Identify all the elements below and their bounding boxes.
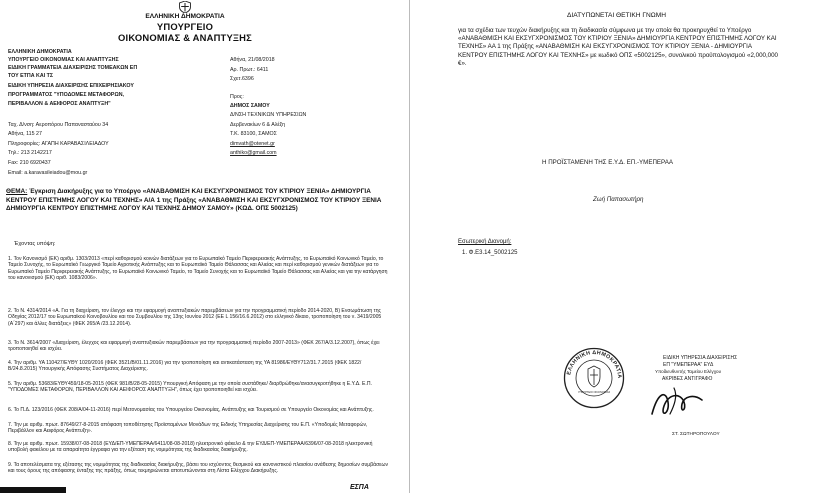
svg-text:ΕΛΛΗΝΙΚΗ ΔΗΜΟΚΡΑΤΙΑ: ΕΛΛΗΝΙΚΗ ΔΗΜΟΚΡΑΤΙΑ [566,349,623,379]
document-page-2 [409,0,822,493]
document-page-1 [0,0,400,493]
copy-line: Υποδιευθυντής Ταμείου Ελέγχου [655,369,722,374]
official-seal-icon [563,347,625,409]
subject-block [6,188,394,214]
sender-line: ΕΙΔΙΚΗ ΓΡΑΜΜΑΤΕΙΑ ΔΙΑΧΕΙΡΙΣΗΣ ΤΟΜΕΑΚΩΝ ΕΠ [8,65,138,71]
copy-line: ΕΠ "ΥΜΕΠΕΡΑΑ" ΕΥΔ [663,362,714,368]
legal-basis-item: 2. Το Ν. 4314/2014 «Α. Για τη διαχείριση, τον έλεγχο και την εφαρμογή αναπτυξιακών παρεμβάσεων για την προγραμματική περίοδο 2014-2020, Β) Ενσωμάτωση της Οδηγίας 2012/17 του Ευρωπαϊκού Κοινοβουλίου και του Συμβουλίου της 13ης Ιουνίου 2012 (ΕΕ L 156/16.6.2012) στο ελληνικό δίκαιο, τροποποίηση του ν. 3419/2005 (Α΄297) και άλλες διατάξεις» (ΦΕΚ 265/Α /23.12.2014). [8,308,382,327]
head-name: Ζωή Παπασωτήρη [593,196,644,203]
head-title: Η ΠΡΟΪΣΤΑΜΕΝΗ ΤΗΣ Ε.Υ.Δ. ΕΠ.-ΥΜΕΠΕΡΑΑ [542,159,673,166]
sender-fax: Fax: 210 6920437 [8,160,51,166]
sender-line: ΠΡΟΓΡΑΜΜΑΤΟΣ "ΥΠΟΔΟΜΕΣ ΜΕΤΑΦΟΡΩΝ, [8,92,124,98]
espa-logo: ΕΣΠΑ [350,484,369,491]
legal-basis-item: 7. Την με αριθμ. πρωτ. 87649/27-8-2015 απόφαση τοποθέτησης Προϊσταμένων Μονάδων της Ειδικής Υπηρεσίας Διαχείρισης του Ε.Π. «Υποδομές Μεταφορών, Περιβάλλον και Αειφόρος Ανάπτυξη». [8,422,368,435]
page-gutter [400,0,409,493]
legal-basis-item: 3. Το Ν. 3614/2007 «Διαχείριση, έλεγχος και εφαρμογή αναπτυξιακών παρεμβάσεων για την προγραμματική περίοδο 2007-2013» (ΦΕΚ 267/Α/3.12.2007), όπως έχει τροποποιηθεί και ισχύει. [8,340,380,353]
header-ministry: ΥΠΟΥΡΓΕΙΟ [156,21,214,32]
having-regard-label: Έχοντας υπόψη: [14,241,56,247]
sender-contact: Πληροφορίες: ΑΓΑΠΗ ΚΑΡΑΒΑΣΙΛΕΙΑΔΟΥ [8,141,109,147]
positive-opinion-title: ΔΙΑΤΥΠΩΝΕΤΑΙ ΘΕΤΙΚΗ ΓΝΩΜΗ [567,12,666,19]
internal-distribution-label: Εσωτερική Διανομή: [458,239,512,245]
recipient-city: Τ.Κ. 83100, ΣΑΜΟΣ [230,131,277,137]
sender-city: Αθήνα, 115 27 [8,131,42,137]
sender-phone: Τηλ.: 213 2142217 [8,150,52,156]
copy-line: ΑΚΡΙΒΕΣ ΑΝΤΙΓΡΑΦΟ [662,376,713,382]
copy-signer: ΣΤ. ΣΩΤΗΡΟΠΟΥΛΟΥ [672,432,720,437]
recipient-email-link[interactable]: anthiko@gmail.com [230,150,277,156]
greek-crest-icon [178,1,192,13]
footer-bar [0,487,66,493]
subject-label: ΘΕΜΑ: [6,188,28,195]
subject-text: Έγκριση Διακήρυξης για το Υποέργο «ΑΝΑΒΑΘΜΙΣΗ ΚΑΙ ΕΚΣΥΓΧΡΟΝΙΣΜΟΣ ΤΟΥ ΚΤΙΡΙΟΥ ΞΕΝΙΑ» ΔΗΜΙΟΥΡΓΙΑ ΚΕΝΤΡΟΥ ΕΠΙΣΤΗΜΗΣ ΛΟΓΟΥ ΚΑΙ ΤΕΧΝΗΣ» Α/Α 1 της Πράξης «ΑΝΑΒΑΘΜΙΣΗ ΚΑΙ ΕΚΣΥΓΧΡΟΝΙΣΜΟΣ ΤΟΥ ΚΤΙΡΙΟΥ ΞΕΝΙΑ ΔΗΜΙΟΥΡΓΙΑ ΚΕΝΤΡΟΥ ΕΠΙΣΤΗΜΗΣ ΛΟΓΟΥ ΚΑΙ ΤΕΧΝΗΣ ΔΗΜΟΥ ΣΑΜΟΥ» (ΚΩΔ. ΟΠΣ 5002125) [6,188,382,213]
handwritten-signature-icon [644,384,709,424]
copy-line: ΕΙΔΙΚΗ ΥΠΗΡΕΣΙΑ ΔΙΑΧΕΙΡΙΣΗΣ [663,355,738,361]
document-date: Αθήνα, 21/08/2018 [230,57,275,63]
svg-text:ΥΠΟΥΡΓΕΙΟ ΟΙΚΟΝΟΜΙΑΣ: ΥΠΟΥΡΓΕΙΟ ΟΙΚΟΝΟΜΙΑΣ [577,391,611,394]
sender-address: Ταχ. Δ/νση: Αερoπόρου Παπανασταύου 34 [8,122,109,128]
sender-line: ΥΠΟΥΡΓΕΙΟ ΟΙΚΟΝΟΜΙΑΣ ΚΑΙ ΑΝΑΠΤΥΞΗΣ [8,57,119,63]
sender-line: ΠΕΡΙΒΑΛΛΟΝ & ΑΕΙΦΟΡΟΣ ΑΝΑΠΤΥΞΗ" [8,101,111,107]
legal-basis-item: 9. Τα αποτελέσματα της εξέτασης της νομιμότητας της διαδικασίας διακήρυξης, βάσει του ισχύοντος θεσμικού και κανονιστικού πλαισίου ανάθεσης δημοσίων συμβάσεων και τους όρους της απόφασης ένταξης της πράξης, όπως τεκμηριώνεται αποτυπώνονται στη Λίστα Ελέγχου Διακήρυξης. [8,462,389,475]
internal-distribution-item: 1. Φ.Ε3.14_5002125 [462,250,518,256]
legal-basis-item: 6. Το Π.Δ. 123/2016 (ΦΕΚ 208/Α/04-11-2016) περί Μετονομασίας του Υπουργείου Οικονομίας, Ανάπτυξης και Τουρισμού σε Υπουργείο Οικονομίας και Ανάπτυξης. [8,407,374,413]
sender-line: ΕΛΛΗΝΙΚΗ ΔΗΜΟΚΡΑΤΙΑ [8,49,72,55]
recipient-address: Δερβενακίων 6 & Αλέξη [230,122,286,128]
sender-email: Email: a.karavasileiadou@mou.gr [8,170,88,176]
recipient-dept: Δ/ΝΣΗ ΤΕΧΝΙΚΩΝ ΥΠΗΡΕΣΙΩΝ [230,112,307,118]
header-ministry-name: ΟΙΚΟΝΟΜΙΑΣ & ΑΝΑΠΤΥΞΗΣ [118,32,252,43]
legal-basis-item: 1. Τον Κανονισμό (ΕΚ) αριθμ. 1303/2013 «περί καθορισμού κοινών διατάξεων για το Ευρωπαϊκό Ταμείο Περιφερειακής Ανάπτυξης, το Ευρωπαϊκό Κοινωνικό Ταμείο, το Ταμείο Συνοχής, το Ευρωπαϊκό Γεωργικό Ταμείο Αγροτικής Ανάπτυξης και το Ευρωπαϊκό Ταμείο Θάλασσας και Αλιείας και περί καθορισμού γενικών διατάξεων για το Ευρωπαϊκό Ταμείο Περιφερειακής Ανάπτυξης, το Ευρωπαϊκό Κοινωνικό Ταμείο, το Ταμείο Συνοχής και το Ευρωπαϊκό Ταμείο Θάλασσας και Αλιείας και για την κατάργηση του κανονισμού (ΕΚ) αριθ. 1083/2006». [8,256,388,282]
recipient-email-link[interactable]: dimvath@otenet.gr [230,141,275,147]
recipient-label: Προς: [230,94,244,100]
sender-line: ΤΟΥ ΕΤΠΑ ΚΑΙ ΤΣ [8,73,54,79]
opinion-body: για τα σχέδια των τευχών διακήρυξης και τη διαδικασία σύμφωνα με την οποία θα προκηρυχθεί το Υποέργο «ΑΝΑΒΑΘΜΙΣΗ ΚΑΙ ΕΚΣΥΓΧΡΟΝΙΣΜΟΣ ΤΟΥ ΚΤΙΡΙΟΥ ΞΕΝΙΑ» ΔΗΜΙΟΥΡΓΙΑ ΚΕΝΤΡΟΥ ΕΠΙΣΤΗΜΗΣ ΛΟΓΟΥ ΚΑΙ ΤΕΧΝΗΣ» ΑΑ 1 της Πράξης «ΑΝΑΒΑΘΜΙΣΗ ΚΑΙ ΕΚΣΥΓΧΡΟΝΙΣΜΟΣ ΤΟΥ ΚΤΙΡΙΟΥ ΞΕΝΙΑ - ΔΗΜΙΟΥΡΓΙΑ ΚΕΝΤΡΟΥ ΕΠΙΣΤΗΜΗΣ ΛΟΓΟΥ ΚΑΙ ΤΕΧΝΗΣ» με κωδικό ΟΠΣ «5002125», συνολικού προϋπολογισμού «2,000,000 €». [458,27,778,67]
protocol-number: Αρ. Πρωτ.: 6411 [230,67,269,73]
legal-basis-item: 5. Την αριθμ. 53683/ΕΥΘΥ459/18-05-2015 (ΦΕΚ 981/Β/28-05-2015) Υπουργική Απόφαση με την οποία συστάθηκε/ διαρθρώθηκε/ανασυγκροτήθηκε η Ε.Υ.Δ. Ε.Π. "ΥΠΟΔΟΜΕΣ ΜΕΤΑΦΟΡΩΝ, ΠΕΡΙΒΑΛΛΟΝ ΚΑΙ ΑΕΙΦΟΡΟΣ ΑΝΑΠΤΥΞΗ", όπως έχει τροποποιηθεί και ισχύει. [8,381,372,394]
header-republic: ΕΛΛΗΝΙΚΗ ΔΗΜΟΚΡΑΤΙΑ [145,13,225,20]
sender-line: ΕΙΔΙΚΗ ΥΠΗΡΕΣΙΑ ΔΙΑΧΕΙΡΙΣΗΣ ΕΠΙΧΕΙΡΗΣΙΑΚΟΥ [8,83,134,89]
legal-basis-item: 8. Την με αριθμ. πρωτ. 15938/07-08-2018 (ΕΥΔ/ΕΠ-ΥΜΕΠΕΡΑΑ/6411/08-08-2018) ηλεκτρονικό φάκελο & την ΕΥΔ/ΕΠ-ΥΜΕΠΕΡΑΑ/6396/07-08-2018 ηλεκτρονική υποβολή φακέλου με τα απαραίτητα έγγραφα για την εξέταση της νομιμότητας της διαδικασίας διακήρυξης. [8,441,373,454]
legal-basis-item: 4. Την αριθμ. ΥΑ 110427/ΕΥΘΥ 1020/2016 (ΦΕΚ 3521/Β/01.11.2016) για την τροποποίηση και αντικατάσταση της ΥΑ 81986/ΕΥΘΥ712/31.7.2015 (ΦΕΚ 1822/Β/24.8.2015) Υπουργικής Απόφασης Συστήματος Διαχείρισης. [8,360,362,373]
recipient-name: ΔΗΜΟΣ ΣΑΜΟΥ [230,103,270,109]
related-number: Σχετ.6396 [230,76,254,82]
